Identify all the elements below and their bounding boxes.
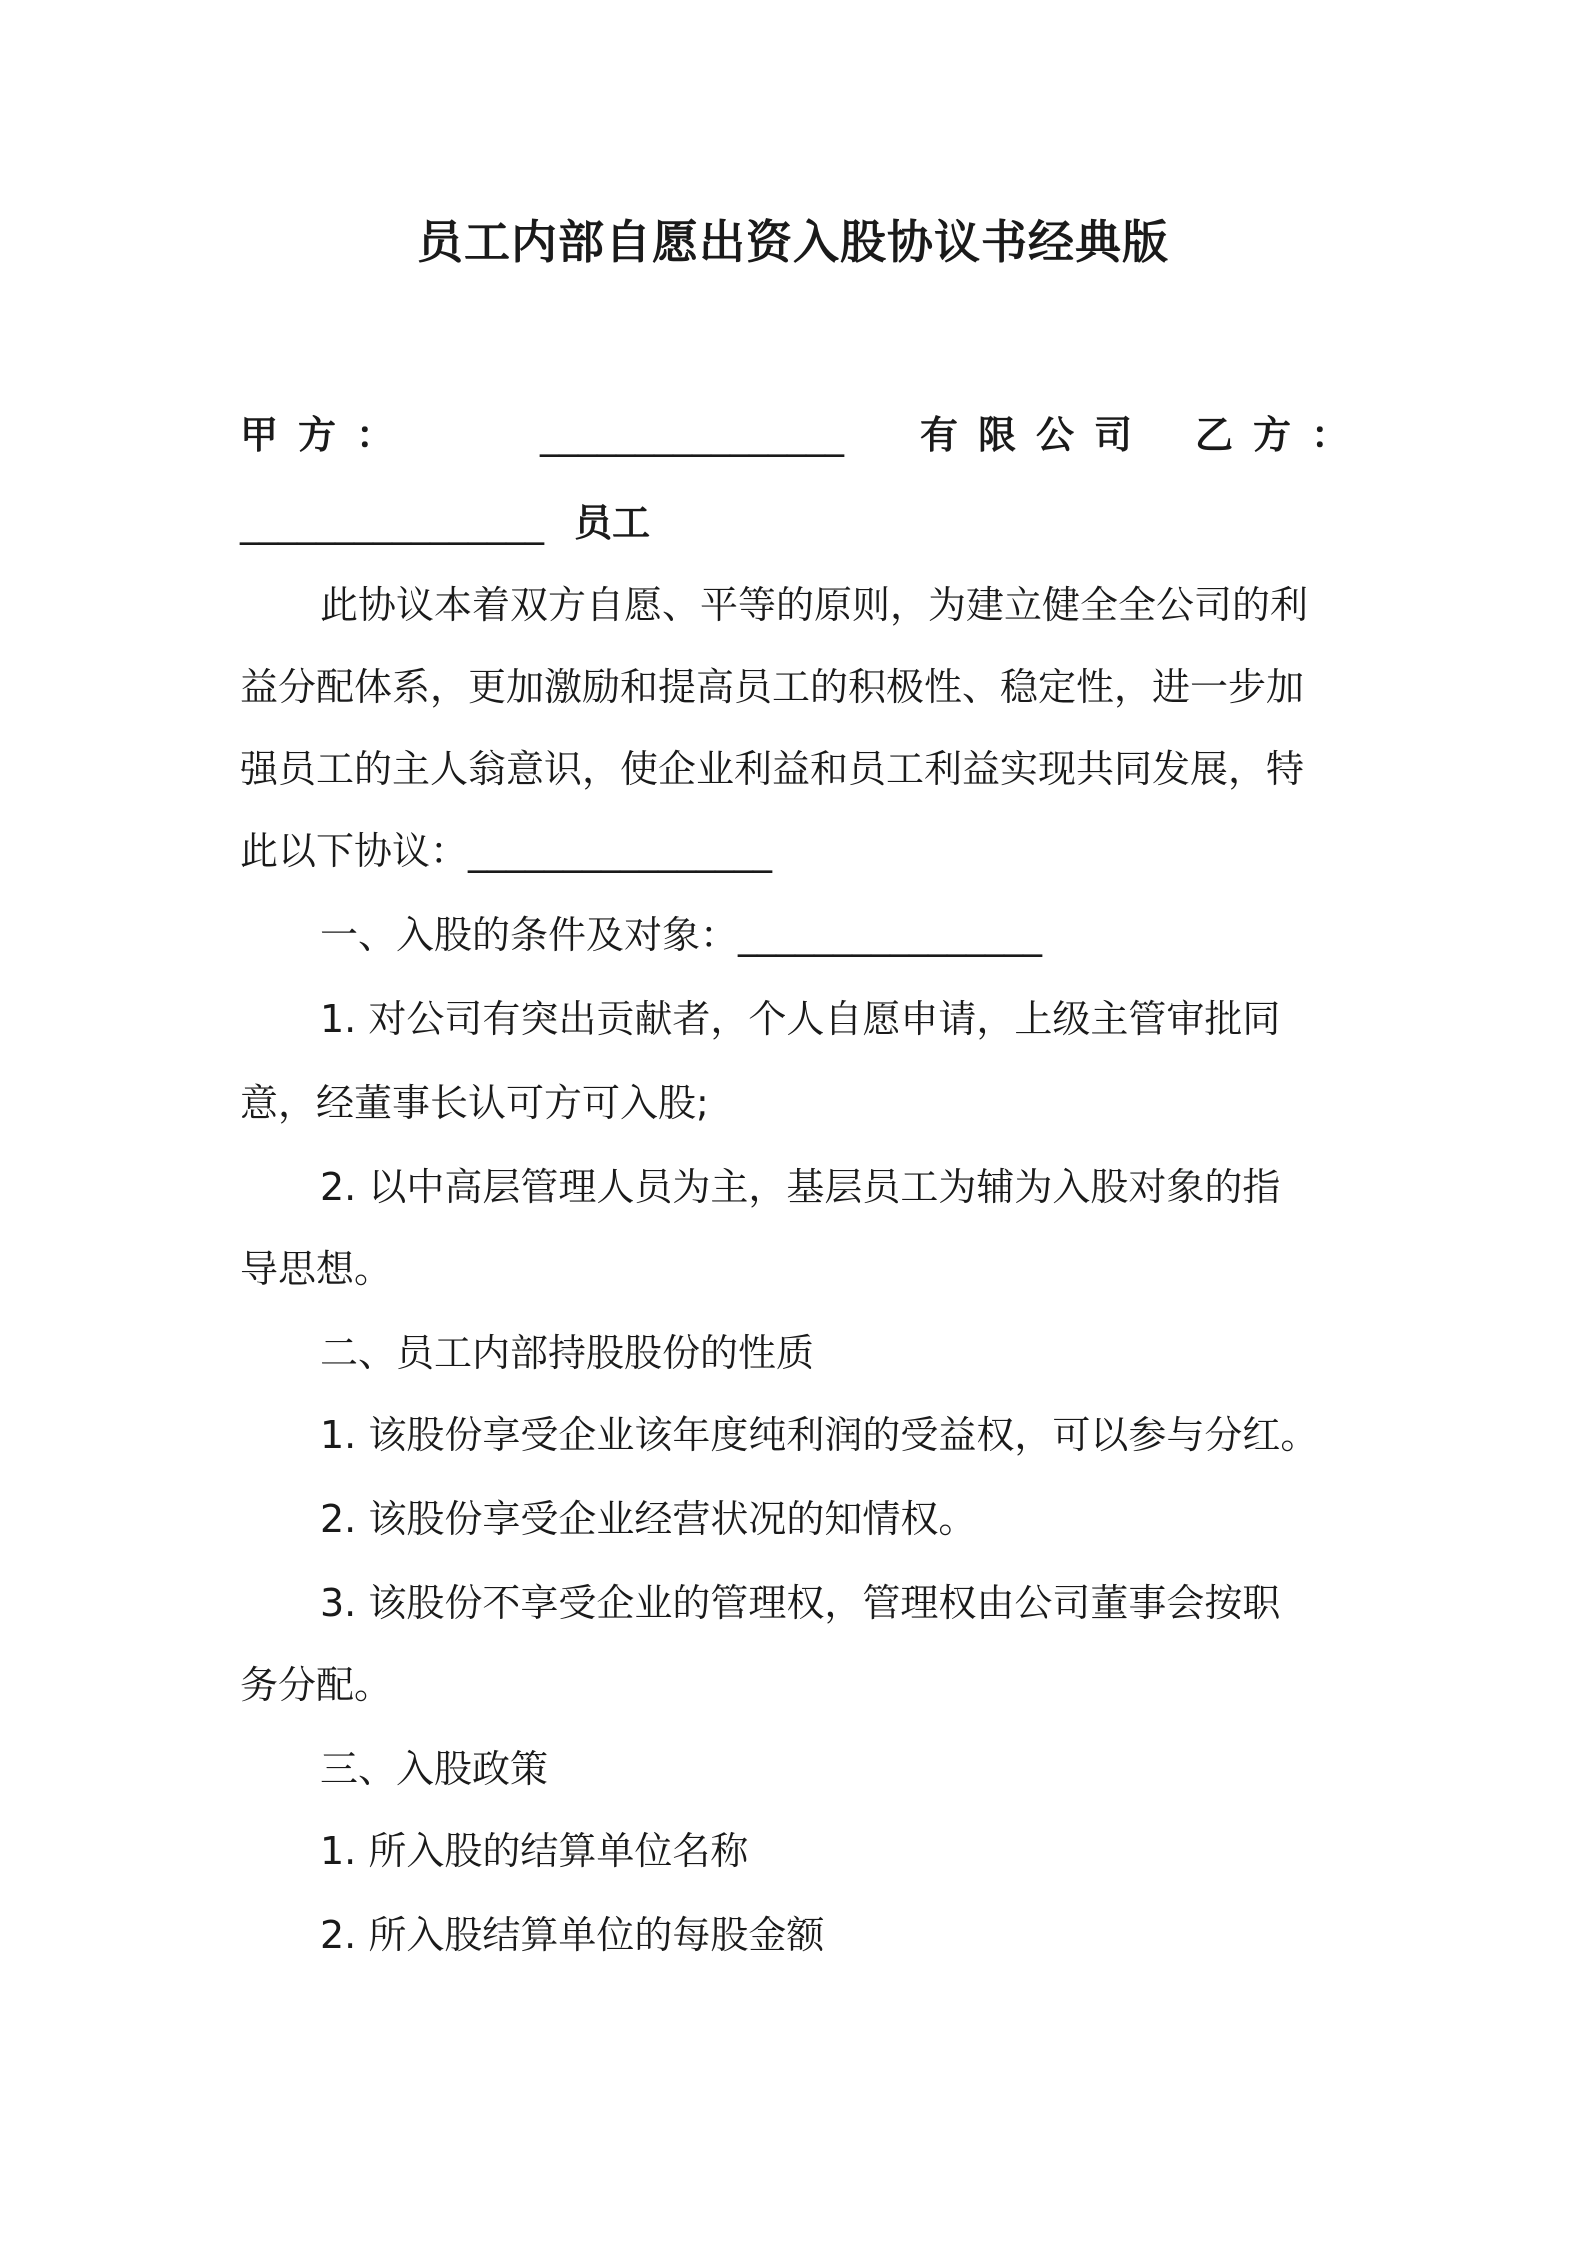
section2-item2: 2. 该股份享受企业经营状况的知情权。	[320, 1497, 977, 1541]
section1-item2-line1: 2. 以中高层管理人员为主，基层员工为辅为入股对象的指	[320, 1165, 1281, 1209]
section1-item1-line1: 1. 对公司有突出贡献者，个人自愿申请，上级主管审批同	[320, 997, 1281, 1041]
section1-item1-line2: 意，经董事长认可方可入股;	[240, 1081, 709, 1125]
intro-line-2: 益分配体系，更加激励和提高员工的积极性、稳定性，进一步加	[240, 665, 1305, 709]
document-title: 员工内部自愿出资入股协议书经典版	[417, 215, 1169, 269]
party-b-line	[240, 498, 650, 548]
party-a-label: 甲方：	[240, 413, 415, 457]
section2-item3-line2: 务分配。	[240, 1663, 393, 1707]
section1-heading: 一、入股的条件及对象：________________	[320, 913, 1043, 957]
section3-heading: 三、入股政策	[320, 1747, 549, 1791]
intro-line-1: 此协议本着双方自愿、平等的原则，为建立健全全公司的利	[320, 583, 1309, 627]
party-b-blank: ________________	[240, 501, 544, 545]
section3-item2: 2. 所入股结算单位的每股金额	[320, 1913, 825, 1957]
intro-line-4: 此以下协议：________________	[240, 829, 773, 873]
parties-line	[240, 410, 1370, 460]
section3-item1: 1. 所入股的结算单位名称	[320, 1829, 749, 1873]
party-b-label: 乙方：	[1195, 413, 1370, 457]
section1-item2-line2: 导思想。	[240, 1247, 393, 1291]
party-a-blank: ________________	[540, 413, 844, 457]
party-a-suffix: 有限公司	[920, 413, 1153, 457]
section2-item3-line1: 3. 该股份不享受企业的管理权，管理权由公司董事会按职	[320, 1581, 1281, 1625]
intro-line-3: 强员工的主人翁意识，使企业利益和员工利益实现共同发展，特	[240, 747, 1305, 791]
section2-heading: 二、员工内部持股股份的性质	[320, 1331, 815, 1375]
party-b-suffix: 员工	[574, 501, 651, 545]
section2-item1: 1. 该股份享受企业该年度纯利润的受益权，可以参与分红。	[320, 1413, 1319, 1457]
